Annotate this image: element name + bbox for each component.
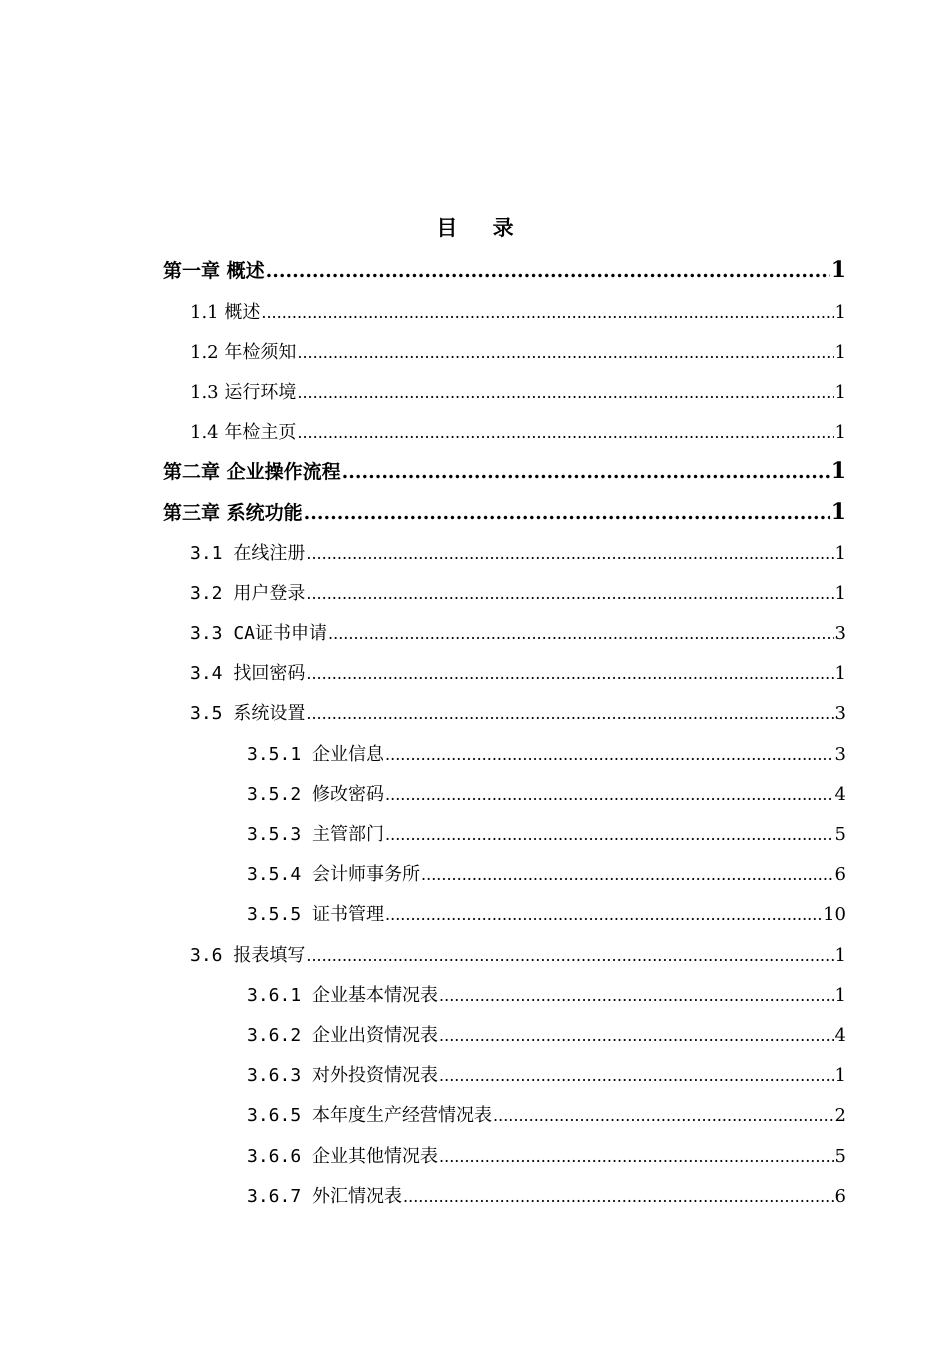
- toc-entry-label: 3.5.4 会计师事务所: [247, 864, 421, 885]
- toc-entry-page: 1: [830, 458, 846, 484]
- toc-entry-label: 3.5.2 修改密码: [247, 784, 385, 805]
- toc-entry-page: 1: [834, 985, 846, 1006]
- dot-leader: [304, 502, 830, 524]
- toc-entry-chapter-3[interactable]: [163, 498, 846, 525]
- toc-entry-page: 5: [834, 1146, 846, 1167]
- toc-entry-label: 1.3 运行环境: [190, 382, 297, 403]
- toc-entry-label: 3.6.1 企业基本情况表: [247, 985, 439, 1006]
- dot-leader: [266, 260, 830, 282]
- toc-entry-page: 1: [834, 583, 846, 604]
- toc-entry-label: 3.6.2 企业出资情况表: [247, 1025, 439, 1046]
- toc-entry-3-6-3[interactable]: [247, 1061, 846, 1087]
- dot-leader: [297, 423, 833, 442]
- toc-entry-label: 3.6.7 外汇情况表: [247, 1186, 403, 1207]
- dot-leader: [439, 1026, 834, 1045]
- toc-entry-3-4[interactable]: [190, 659, 846, 685]
- toc-entry-page: 1: [834, 342, 846, 363]
- toc-entry-3-6-7[interactable]: [247, 1182, 846, 1208]
- toc-entry-label: 3.5 系统设置: [190, 703, 306, 724]
- toc-entry-page: 1: [834, 382, 846, 403]
- dot-leader: [403, 1187, 834, 1206]
- toc-entry-page: 10: [823, 904, 846, 925]
- dot-leader: [421, 865, 834, 884]
- dot-leader: [306, 544, 833, 563]
- dot-leader: [261, 303, 833, 322]
- toc-entry-page: 2: [834, 1105, 846, 1126]
- toc-entry-label: 3.6.3 对外投资情况表: [247, 1065, 439, 1086]
- toc-entry-1-3[interactable]: [190, 378, 846, 404]
- toc-entry-3-3[interactable]: [190, 619, 846, 645]
- toc-entry-1-4[interactable]: [190, 418, 846, 444]
- toc-entry-label: 3.6 报表填写: [190, 945, 306, 966]
- toc-entry-3-5-2[interactable]: [247, 780, 846, 806]
- dot-leader: [439, 986, 834, 1005]
- toc-entry-label: 第二章 企业操作流程: [163, 461, 341, 483]
- toc-entry-3-1[interactable]: [190, 539, 846, 565]
- toc-entry-3-6-2[interactable]: [247, 1021, 846, 1047]
- dot-leader: [385, 745, 834, 764]
- toc-entry-3-5-5[interactable]: [247, 900, 846, 926]
- toc-entry-3-6-5[interactable]: [247, 1101, 846, 1127]
- dot-leader: [385, 785, 834, 804]
- dot-leader: [493, 1106, 834, 1125]
- toc-entry-page: 1: [830, 499, 846, 525]
- dot-leader: [297, 383, 833, 402]
- toc-entry-label: 1.4 年检主页: [190, 422, 297, 443]
- toc-entry-label: 3.3 CA证书申请: [190, 623, 328, 644]
- toc-entry-page: 3: [834, 623, 846, 644]
- toc-entry-page: 3: [834, 744, 846, 765]
- toc-entry-3-5-4[interactable]: [247, 860, 846, 886]
- dot-leader: [385, 905, 822, 924]
- dot-leader: [342, 461, 830, 483]
- toc-entry-3-6[interactable]: [190, 941, 846, 967]
- toc-entry-label: 第一章 概述: [163, 260, 265, 282]
- dot-leader: [328, 624, 834, 643]
- toc-entry-page: 6: [834, 864, 846, 885]
- toc-entry-3-5-1[interactable]: [247, 740, 846, 766]
- toc-entry-page: 1: [834, 543, 846, 564]
- toc-entry-page: 1: [830, 257, 846, 283]
- dot-leader: [439, 1147, 834, 1166]
- toc-entry-label: 3.5.3 主管部门: [247, 824, 385, 845]
- dot-leader: [439, 1066, 834, 1085]
- toc-entry-label: 1.2 年检须知: [190, 342, 297, 363]
- toc-entry-3-5-3[interactable]: [247, 820, 846, 846]
- toc-entry-page: 1: [834, 302, 846, 323]
- dot-leader: [385, 825, 834, 844]
- toc-entry-page: 1: [834, 663, 846, 684]
- toc-entry-page: 5: [834, 824, 846, 845]
- toc-entry-label: 第三章 系统功能: [163, 502, 303, 524]
- toc-entry-1-2[interactable]: [190, 338, 846, 364]
- toc-entry-3-2[interactable]: [190, 579, 846, 605]
- toc-entry-page: 1: [834, 422, 846, 443]
- toc-entry-page: 4: [834, 1025, 846, 1046]
- toc-title: 目 录: [436, 215, 528, 240]
- toc-entry-chapter-2[interactable]: [163, 457, 846, 484]
- toc-entry-label: 3.5.1 企业信息: [247, 744, 385, 765]
- toc-entry-page: 3: [834, 703, 846, 724]
- toc-entry-3-6-6[interactable]: [247, 1142, 846, 1168]
- toc-entry-label: 1.1 概述: [190, 302, 261, 323]
- toc-entry-page: 1: [834, 1065, 846, 1086]
- toc-entry-label: 3.1 在线注册: [190, 543, 306, 564]
- toc-entry-3-6-1[interactable]: [247, 981, 846, 1007]
- toc-entry-page: 1: [834, 945, 846, 966]
- toc-entry-1-1[interactable]: [190, 298, 846, 324]
- dot-leader: [297, 343, 833, 362]
- toc-entry-3-5[interactable]: [190, 699, 846, 725]
- dot-leader: [306, 704, 833, 723]
- toc-entry-label: 3.4 找回密码: [190, 663, 306, 684]
- dot-leader: [306, 946, 833, 965]
- toc-entry-label: 3.2 用户登录: [190, 583, 306, 604]
- toc-entry-page: 6: [834, 1186, 846, 1207]
- toc-entry-page: 4: [834, 784, 846, 805]
- dot-leader: [306, 584, 833, 603]
- toc-entry-label: 3.5.5 证书管理: [247, 904, 385, 925]
- toc-entry-chapter-1[interactable]: [163, 256, 846, 283]
- dot-leader: [306, 664, 833, 683]
- toc-entry-label: 3.6.5 本年度生产经营情况表: [247, 1105, 493, 1126]
- toc-entry-label: 3.6.6 企业其他情况表: [247, 1146, 439, 1167]
